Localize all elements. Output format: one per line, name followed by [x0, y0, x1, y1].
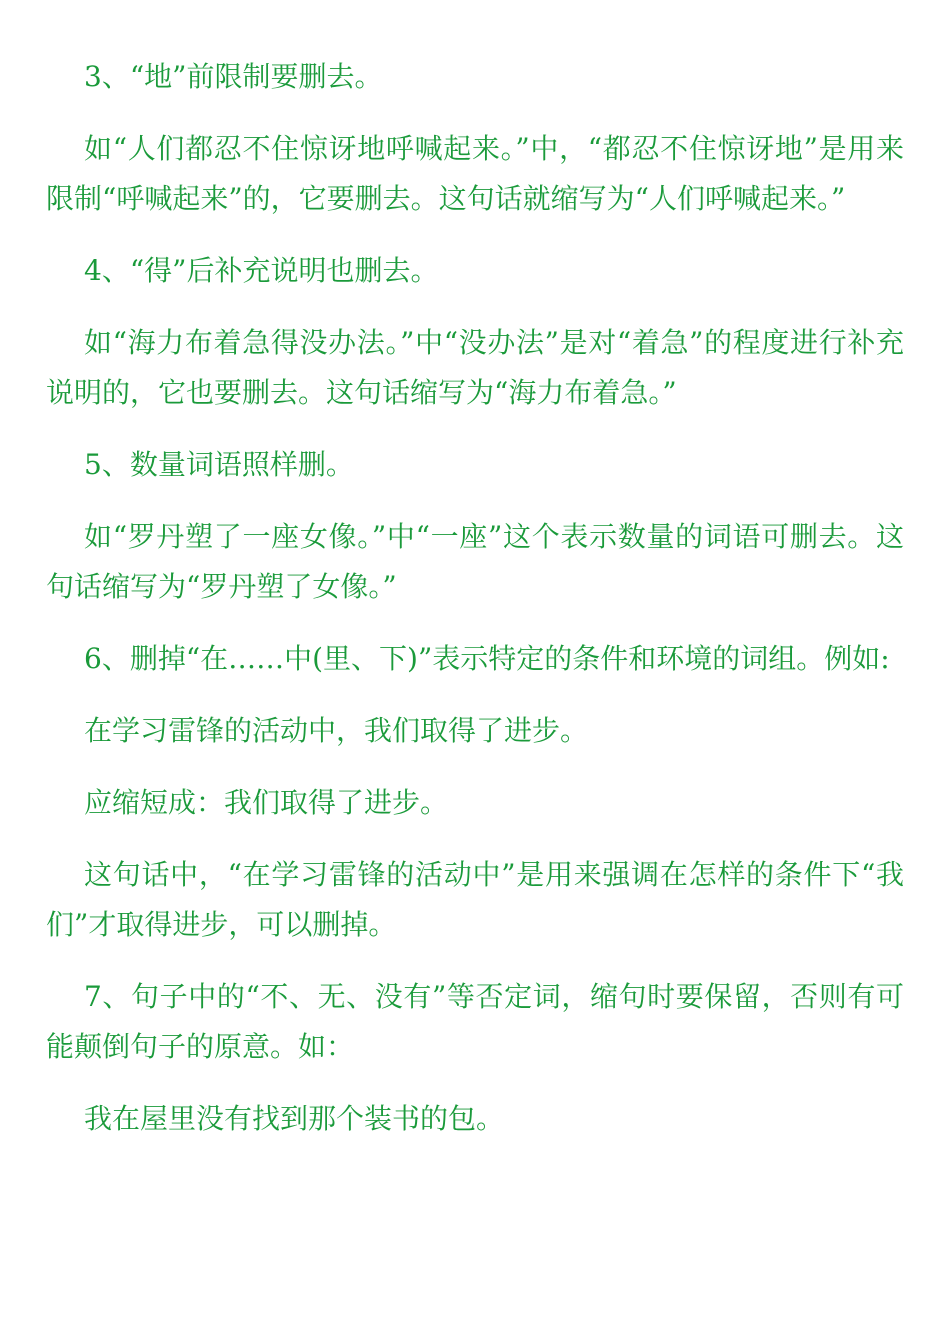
rule-7-heading: 7、句子中的“不、无、没有”等否定词，缩句时要保留，否则有可能颠倒句子的原意。如：	[46, 980, 904, 1063]
rule-3-heading: 3、“地”前限制要删去。	[84, 60, 383, 93]
rule-6-example-result: 应缩短成：我们取得了进步。	[84, 786, 449, 819]
rule-6-heading: 6、删掉“在……中(里、下)”表示特定的条件和环境的词组。例如:	[84, 642, 890, 675]
rule-6-explanation: 这句话中，“在学习雷锋的活动中”是用来强调在怎样的条件下“我们”才取得进步，可以删掉。	[46, 858, 904, 941]
rule-4-example: 如“海力布着急得没办法。”中“没办法”是对“着急”的程度进行补充说明的，它也要删去。这句话缩写为“海力布着急。”	[46, 326, 904, 409]
rule-7-example-sentence: 我在屋里没有找到那个装书的包。	[84, 1102, 505, 1135]
rule-6-example-sentence: 在学习雷锋的活动中，我们取得了进步。	[84, 714, 589, 747]
rule-4-heading: 4、“得”后补充说明也删去。	[84, 254, 439, 287]
rule-5-example: 如“罗丹塑了一座女像。”中“一座”这个表示数量的词语可删去。这句话缩写为“罗丹塑了女像。”	[46, 520, 904, 603]
rule-5-heading: 5、数量词语照样删。	[84, 448, 354, 481]
rule-3-example: 如“人们都忍不住惊讶地呼喊起来。”中，“都忍不住惊讶地”是用来限制“呼喊起来”的，它要删去。这句话就缩写为“人们呼喊起来。”	[46, 132, 904, 215]
